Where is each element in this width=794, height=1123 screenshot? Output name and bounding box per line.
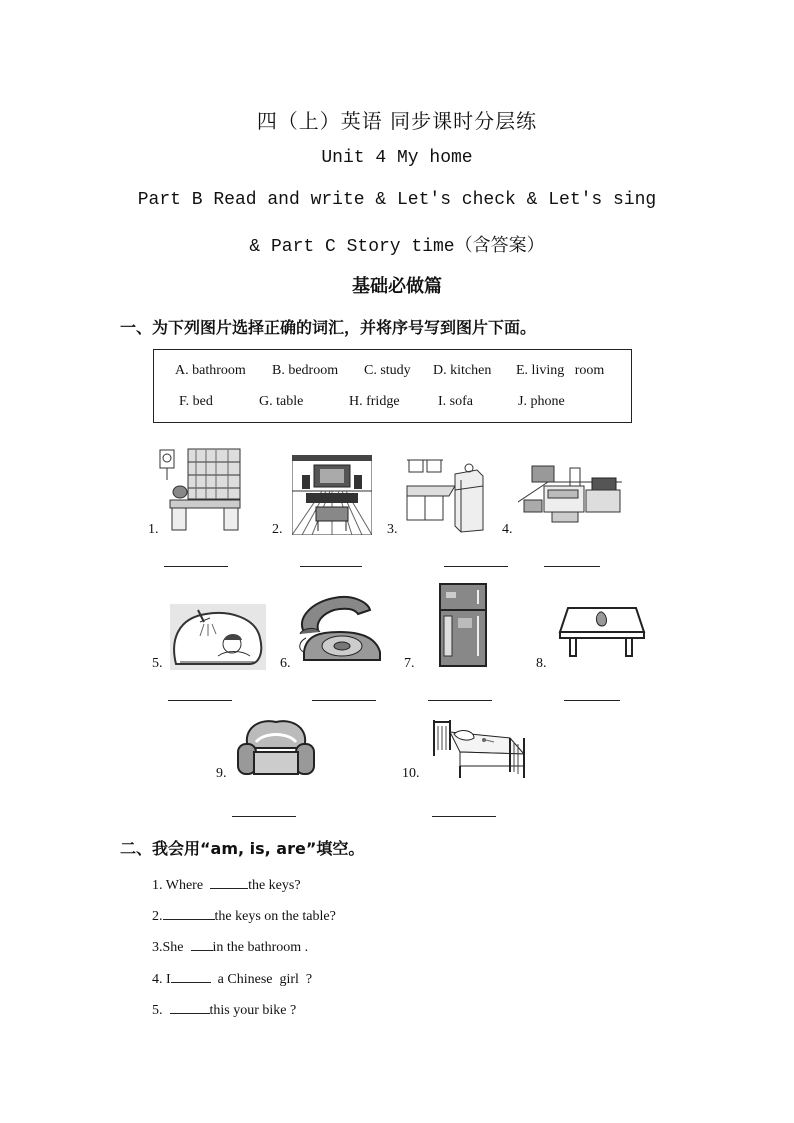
question-3 — [152, 936, 308, 956]
question-1 — [152, 874, 301, 894]
answer-line-7[interactable] — [428, 700, 492, 701]
question-4-prefix: 4. I — [152, 972, 171, 987]
phone-icon — [294, 592, 384, 666]
part-title-line2: & Part C Story time（含答案） — [249, 237, 545, 257]
item-number-6: 6. — [280, 656, 291, 671]
answer-line-6[interactable] — [312, 700, 376, 701]
question-3-suffix: in the bathroom . — [212, 940, 309, 955]
bedroom-icon — [518, 462, 622, 526]
sofa-icon — [234, 718, 318, 780]
item-number-2: 2. — [272, 522, 283, 537]
question-2-prefix: 2. — [152, 909, 163, 924]
option-c: C. study — [364, 363, 411, 378]
answer-line-9[interactable] — [232, 816, 296, 817]
item-number-3: 3. — [387, 522, 398, 537]
answer-line-4[interactable] — [544, 566, 600, 567]
question-5-blank[interactable] — [170, 999, 210, 1014]
kitchen-icon — [405, 456, 485, 534]
question-2-blank[interactable] — [163, 905, 215, 920]
item-number-10: 10. — [402, 766, 420, 781]
answer-line-3[interactable] — [444, 566, 508, 567]
item-number-5: 5. — [152, 656, 163, 671]
worksheet-title: 四（上）英语 同步课时分层练 — [256, 109, 538, 133]
question-3-blank[interactable] — [191, 936, 213, 951]
section1-heading: 一、为下列图片选择正确的词汇，并将序号写到图片下面。 — [120, 318, 537, 337]
part-title-line1: Part B Read and write & Let's check & Let's sing — [137, 190, 657, 210]
option-f: F. bed — [179, 394, 213, 409]
question-5-suffix: this your bike ? — [209, 1003, 297, 1018]
question-2 — [152, 905, 336, 925]
question-3-prefix: 3.She — [152, 940, 191, 955]
living-room-icon — [292, 455, 372, 535]
word-bank — [153, 349, 632, 423]
question-5-prefix: 5. — [152, 1003, 170, 1018]
option-g: G. table — [259, 394, 304, 409]
option-e: E. living room — [516, 363, 605, 378]
fridge-icon — [438, 582, 490, 668]
answer-line-2[interactable] — [300, 566, 362, 567]
item-number-9: 9. — [216, 766, 227, 781]
option-h: H. fridge — [349, 394, 400, 409]
answer-line-8[interactable] — [564, 700, 620, 701]
table-icon — [558, 604, 646, 658]
bathroom-icon — [170, 604, 266, 670]
answer-line-1[interactable] — [164, 566, 228, 567]
item-number-4: 4. — [502, 522, 513, 537]
question-1-prefix: 1. Where — [152, 878, 211, 893]
question-4-suffix: a Chinese girl ? — [210, 972, 313, 987]
answer-line-5[interactable] — [168, 700, 232, 701]
item-number-7: 7. — [404, 656, 415, 671]
option-a: A. bathroom — [175, 363, 246, 378]
question-5 — [152, 999, 296, 1019]
question-4 — [152, 968, 312, 988]
level-title: 基础必做篇 — [352, 276, 442, 297]
item-number-1: 1. — [148, 522, 159, 537]
option-j: J. phone — [518, 394, 565, 409]
answer-line-10[interactable] — [432, 816, 496, 817]
option-b: B. bedroom — [272, 363, 339, 378]
bed-icon — [430, 716, 532, 782]
item-number-8: 8. — [536, 656, 547, 671]
unit-title: Unit 4 My home — [321, 148, 473, 168]
question-2-suffix: the keys on the table? — [214, 909, 336, 924]
option-i: I. sofa — [438, 394, 473, 409]
study-room-icon — [158, 446, 242, 532]
question-1-blank[interactable] — [210, 874, 248, 889]
question-1-suffix: the keys? — [248, 878, 301, 893]
section2-heading: 二、我会用“am, is, are”填空。 — [120, 839, 365, 858]
question-4-blank[interactable] — [171, 968, 211, 983]
option-d: D. kitchen — [433, 363, 492, 378]
